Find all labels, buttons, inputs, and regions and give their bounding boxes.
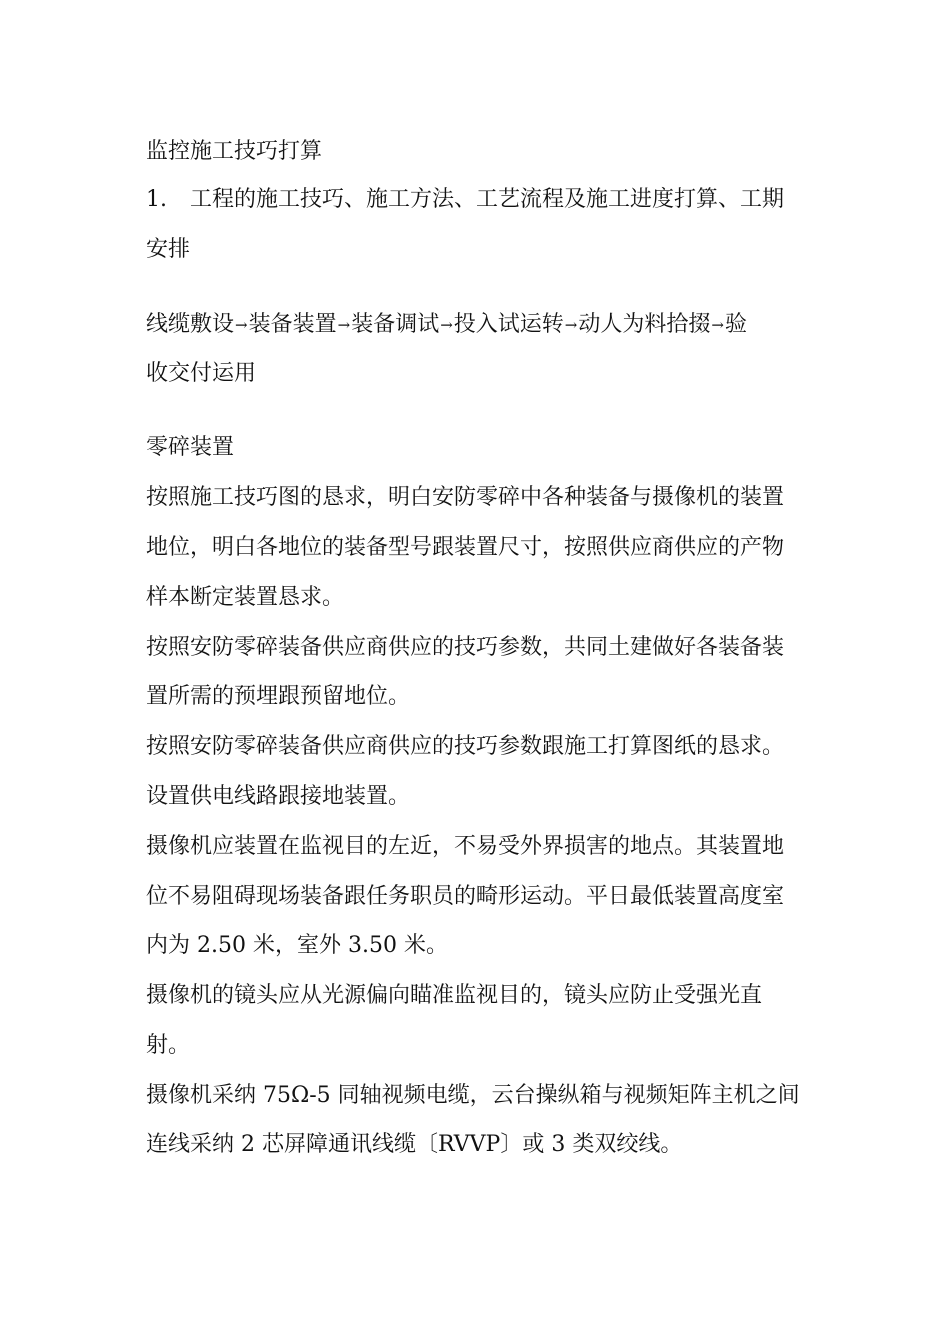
paragraph-line: 按照施工技巧图的恳求，明白安防零碎中各种装备与摄像机的装置 bbox=[146, 485, 785, 510]
flow-step: 装备调试 bbox=[351, 312, 440, 337]
paragraph-line: 摄像机采纳 75Ω-5 同轴视频电缆，云台操纵箱与视频矩阵主机之间 bbox=[146, 1083, 800, 1108]
flow-arrow-icon: → bbox=[337, 316, 351, 334]
paragraph-line: 连线采纳 2 芯屏障通讯线缆〔RVVP〕或 3 类双绞线。 bbox=[146, 1132, 683, 1157]
paragraph-line: 地位，明白各地位的装备型号跟装置尺寸，按照供应商供应的产物 bbox=[146, 535, 785, 560]
paragraph-line: 设置供电线路跟接地装置。 bbox=[146, 784, 411, 809]
flow-arrow-icon: → bbox=[235, 316, 248, 334]
paragraph-line: 摄像机的镜头应从光源偏向瞄准监视目的，镜头应防止受强光直 bbox=[146, 983, 763, 1008]
flow-arrow-icon: → bbox=[564, 316, 578, 334]
subheading: 零碎装置 bbox=[146, 435, 235, 460]
document-title: 监控施工技巧打算 bbox=[146, 139, 323, 164]
paragraph-line: 按照安防零碎装备供应商供应的技巧参数，共同土建做好各装备装 bbox=[146, 635, 785, 660]
section-heading-line1: 工程的施工技巧、施工方法、工艺流程及施工进度打算、工期 bbox=[190, 187, 785, 212]
flow-arrow-icon: → bbox=[440, 316, 453, 334]
section-number: 1. bbox=[146, 187, 167, 212]
section-heading-line2: 安排 bbox=[146, 237, 191, 262]
paragraph-line: 置所需的预埋跟预留地位。 bbox=[146, 684, 411, 709]
flow-step: 验 bbox=[724, 312, 747, 337]
flow-step: 装备装置 bbox=[248, 312, 337, 337]
flow-arrow-icon: → bbox=[711, 316, 724, 334]
paragraph-line: 射。 bbox=[146, 1033, 191, 1058]
flow-step: 动人为料拾掇 bbox=[578, 312, 711, 337]
paragraph-line: 样本断定装置恳求。 bbox=[146, 585, 345, 610]
process-flow-line2: 收交付运用 bbox=[146, 361, 257, 386]
process-flow bbox=[146, 311, 747, 339]
paragraph-line: 内为 2.50 米，室外 3.50 米。 bbox=[146, 933, 448, 958]
paragraph-line: 按照安防零碎装备供应商供应的技巧参数跟施工打算图纸的恳求。 bbox=[146, 734, 785, 759]
section-heading bbox=[146, 186, 784, 214]
flow-step: 投入试运转 bbox=[453, 312, 564, 337]
paragraph-line: 摄像机应装置在监视目的左近，不易受外界损害的地点。其装置地 bbox=[146, 834, 785, 859]
paragraph-line: 位不易阻碍现场装备跟任务职员的畸形运动。平日最低装置高度室 bbox=[146, 884, 785, 909]
flow-step: 线缆敷设 bbox=[146, 312, 235, 337]
